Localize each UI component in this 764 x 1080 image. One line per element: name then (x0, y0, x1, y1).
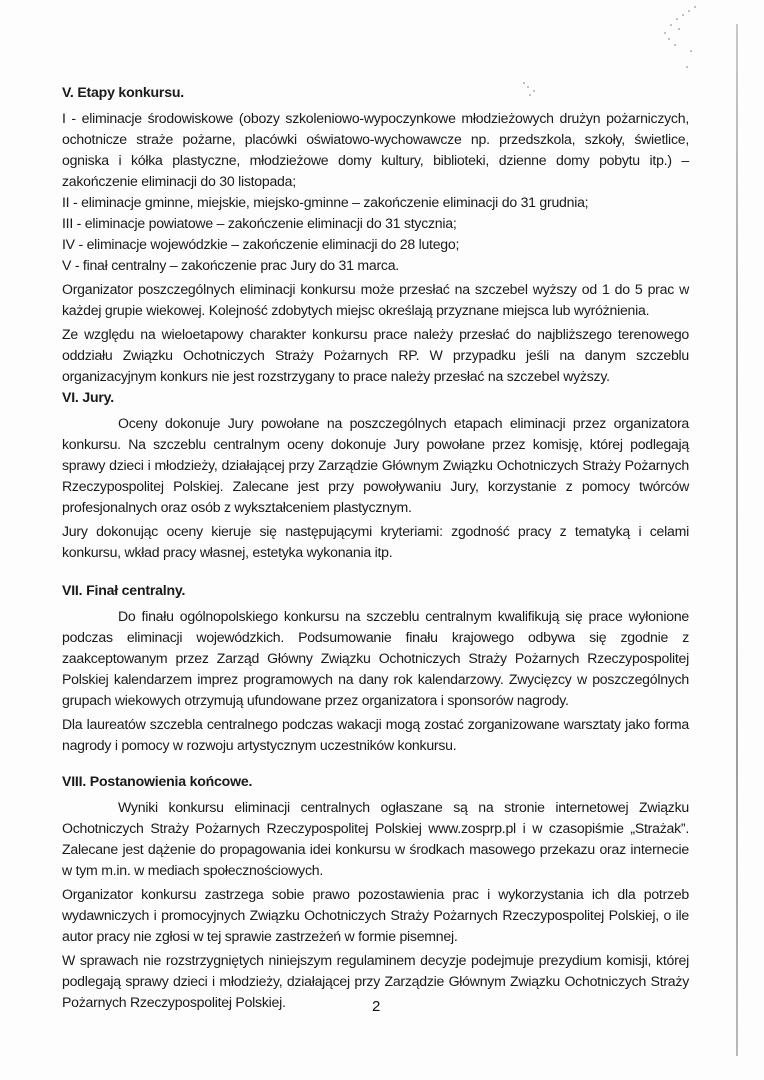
section-heading: VII. Finał centralny. (62, 582, 186, 598)
paragraph: Dla laureatów szczebla centralnego podczas wakacji mogą zostać zorganizowane warsztaty jako forma nagrody i pomocy w rozwoju artystycznym uczestników konkursu. (62, 716, 689, 753)
stage-item: IV - eliminacje wojewódzkie – zakończenie eliminacji do 28 lutego; (62, 236, 460, 252)
stage-item: II - eliminacje gminne, miejskie, miejsko-gminne – zakończenie eliminacji do 31 grudnia; (62, 194, 589, 210)
paragraph: Oceny dokonuje Jury powołane na poszczególnych etapach eliminacji przez organizatora konkursu. Na szczeblu centralnym oceny dokonuje Jury powołane przez komisję, której podlegają sprawy dzieci i młodzieży, działającej przy Zarządzie Głównym Związku Ochotniczych Straży Pożarnych Rzeczypospolitej Polskiej. Zalecane jest przy powoływaniu Jury, korzystanie z pomocy twórców profesjonalnych oraz osób z wykształceniem plastycznym. (62, 415, 689, 515)
stage-item: zakończenie eliminacji do 30 listopada; (62, 173, 296, 189)
section-jury (62, 387, 689, 566)
paragraph: Wyniki konkursu eliminacji centralnych ogłaszane są na stronie internetowej Związku Ochotniczych Straży Pożarnych Rzeczypospolitej Polskiej www.zosprp.pl i w czasopiśmie „Strażak”. Zalecane jest dążenie do propagowania idei konkursu w środkach masowego przekazu oraz internecie w tym m.in. w mediach społecznościowych. (62, 799, 689, 878)
page-number: 2 (372, 998, 381, 1015)
paragraph: Jury dokonując oceny kieruje się następującymi kryteriami: zgodność pracy z tematyką i celami konkursu, wkład pracy własnej, estetyka wykonania itp. (62, 523, 689, 560)
section-etapy-konkursu (62, 82, 689, 390)
stages-list (62, 108, 689, 276)
section-heading: VIII. Postanowienia końcowe. (62, 773, 253, 789)
section-postanowienia-koncowe (62, 771, 689, 1016)
section-final-centralny (62, 580, 689, 759)
stage-item: III - eliminacje powiatowe – zakończenie eliminacji do 31 stycznia; (62, 215, 457, 231)
scan-edge-line (736, 24, 738, 1056)
paragraph: Ze względu na wieloetapowy charakter konkursu prace należy przesłać do najbliższego terenowego oddziału Związku Ochotniczych Straży Pożarnych RP. W przypadku jeśli na danym szczeblu organizacyjnym konkurs nie jest rozstrzygany to prace należy przesłać na szczebel wyższy. (62, 326, 689, 384)
paragraph: W sprawach nie rozstrzygniętych niniejszym regulaminem decyzje podejmuje prezydium komisji, której podlegają sprawy dzieci i młodzieży, działającej przy Zarządzie Głównym Związku Ochotniczych Straży Pożarnych Rzeczypospolitej Polskiej. (62, 952, 689, 1010)
stage-item: ogniska i kółka plastyczne, młodzieżowe domy kultury, biblioteki, dzienne domy pobytu itp.) – (62, 152, 689, 168)
section-heading: VI. Jury. (62, 389, 114, 405)
stage-item: V - finał centralny – zakończenie prac Jury do 31 marca. (62, 257, 399, 273)
paragraph: Organizator poszczególnych eliminacji konkursu może przesłać na szczebel wyższy od 1 do 5 prac w każdej grupie wiekowej. Kolejność zdobytych miejsc określają przyznane miejsca lub wyróżnienia. (62, 281, 689, 318)
paragraph: Organizator konkursu zastrzega sobie prawo pozostawienia prac i wykorzystania ich dla potrzeb wydawniczych i promocyjnych Związku Ochotniczych Straży Pożarnych Rzeczypospolitej Polskiej, o ile autor pracy nie zgłosi w tej sprawie zastrzeżeń w formie pisemnej. (62, 886, 689, 944)
stage-item: ochotnicze straże pożarne, placówki oświatowo-wychowawcze np. przedszkola, szkoły, świetlice, (62, 131, 689, 147)
section-heading: V. Etapy konkursu. (62, 84, 184, 100)
stage-item: I - eliminacje środowiskowe (obozy szkoleniowo-wypoczynkowe młodzieżowych drużyn pożarniczych, (62, 110, 689, 126)
paragraph: Do finału ogólnopolskiego konkursu na szczeblu centralnym kwalifikują się prace wyłonione podczas eliminacji wojewódzkich. Podsumowanie finału krajowego odbywa się zgodnie z zaakceptowanym przez Zarząd Główny Związku Ochotniczych Straży Pożarnych Rzeczypospolitej Polskiej kalendarzem imprez programowych na dany rok kalendarzowy. Zwycięzcy w poszczególnych grupach wiekowych otrzymują ufundowane przez organizatora i sponsorów nagrody. (62, 608, 689, 708)
